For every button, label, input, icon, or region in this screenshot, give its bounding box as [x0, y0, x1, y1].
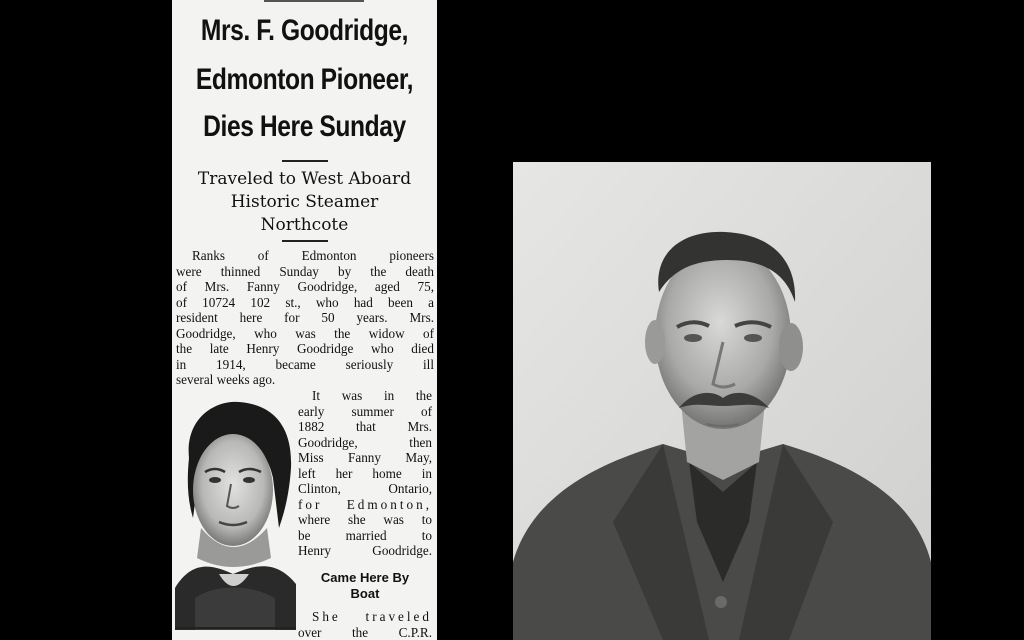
clipping-top-rule [264, 0, 364, 2]
column-line: It was in the [312, 388, 432, 403]
woman-portrait-photo [175, 398, 296, 630]
headline-line-1: Mrs. F. Goodridge, [200, 14, 409, 47]
column-line: early summer of [298, 403, 432, 419]
column-line: left her home in [298, 465, 432, 481]
deck-line-3: Northcote [260, 215, 349, 235]
intro-line: of 10724 102 st., who had been a [176, 294, 434, 310]
column-line: for Edmonton, [298, 496, 432, 512]
man-portrait-photo [513, 162, 931, 640]
intro-line: resident here for 50 years. Mrs. [176, 310, 434, 325]
column-line: where she was to [298, 512, 432, 527]
column-line: Goodridge, then [298, 434, 432, 450]
subhead-line-2: Boat [350, 586, 380, 601]
intro-line: in 1914, became seriously ill [176, 356, 434, 372]
subhead-line-1: Came Here By [320, 570, 410, 585]
deck-rule [282, 240, 328, 242]
intro-line: Goodridge, who was the widow of [176, 325, 434, 341]
headline-line-3: Dies Here Sunday [203, 110, 406, 143]
deck-line-1: Traveled to West Aboard [197, 169, 412, 189]
newspaper-clipping [172, 0, 437, 640]
column-line: 1882 that Mrs. [298, 419, 432, 434]
intro-line: several weeks ago. [176, 372, 276, 387]
intro-line: the late Henry Goodridge who died [176, 341, 434, 356]
column-line: Miss Fanny May, [298, 450, 432, 465]
column-line: be married to [298, 527, 432, 543]
intro-line: Ranks of Edmonton pioneers [192, 248, 434, 263]
intro-line: were thinned Sunday by the death [176, 263, 434, 279]
headline-rule [282, 160, 328, 162]
column-line: Clinton, Ontario, [298, 481, 432, 496]
column-line: Henry Goodridge. [298, 543, 432, 558]
column-line: She traveled [312, 609, 432, 624]
column-line: over the C.P.R. [298, 624, 432, 640]
intro-line: of Mrs. Fanny Goodridge, aged 75, [176, 279, 434, 294]
deck-line-2: Historic Steamer [230, 192, 379, 212]
headline-line-2: Edmonton Pioneer, [195, 63, 414, 96]
